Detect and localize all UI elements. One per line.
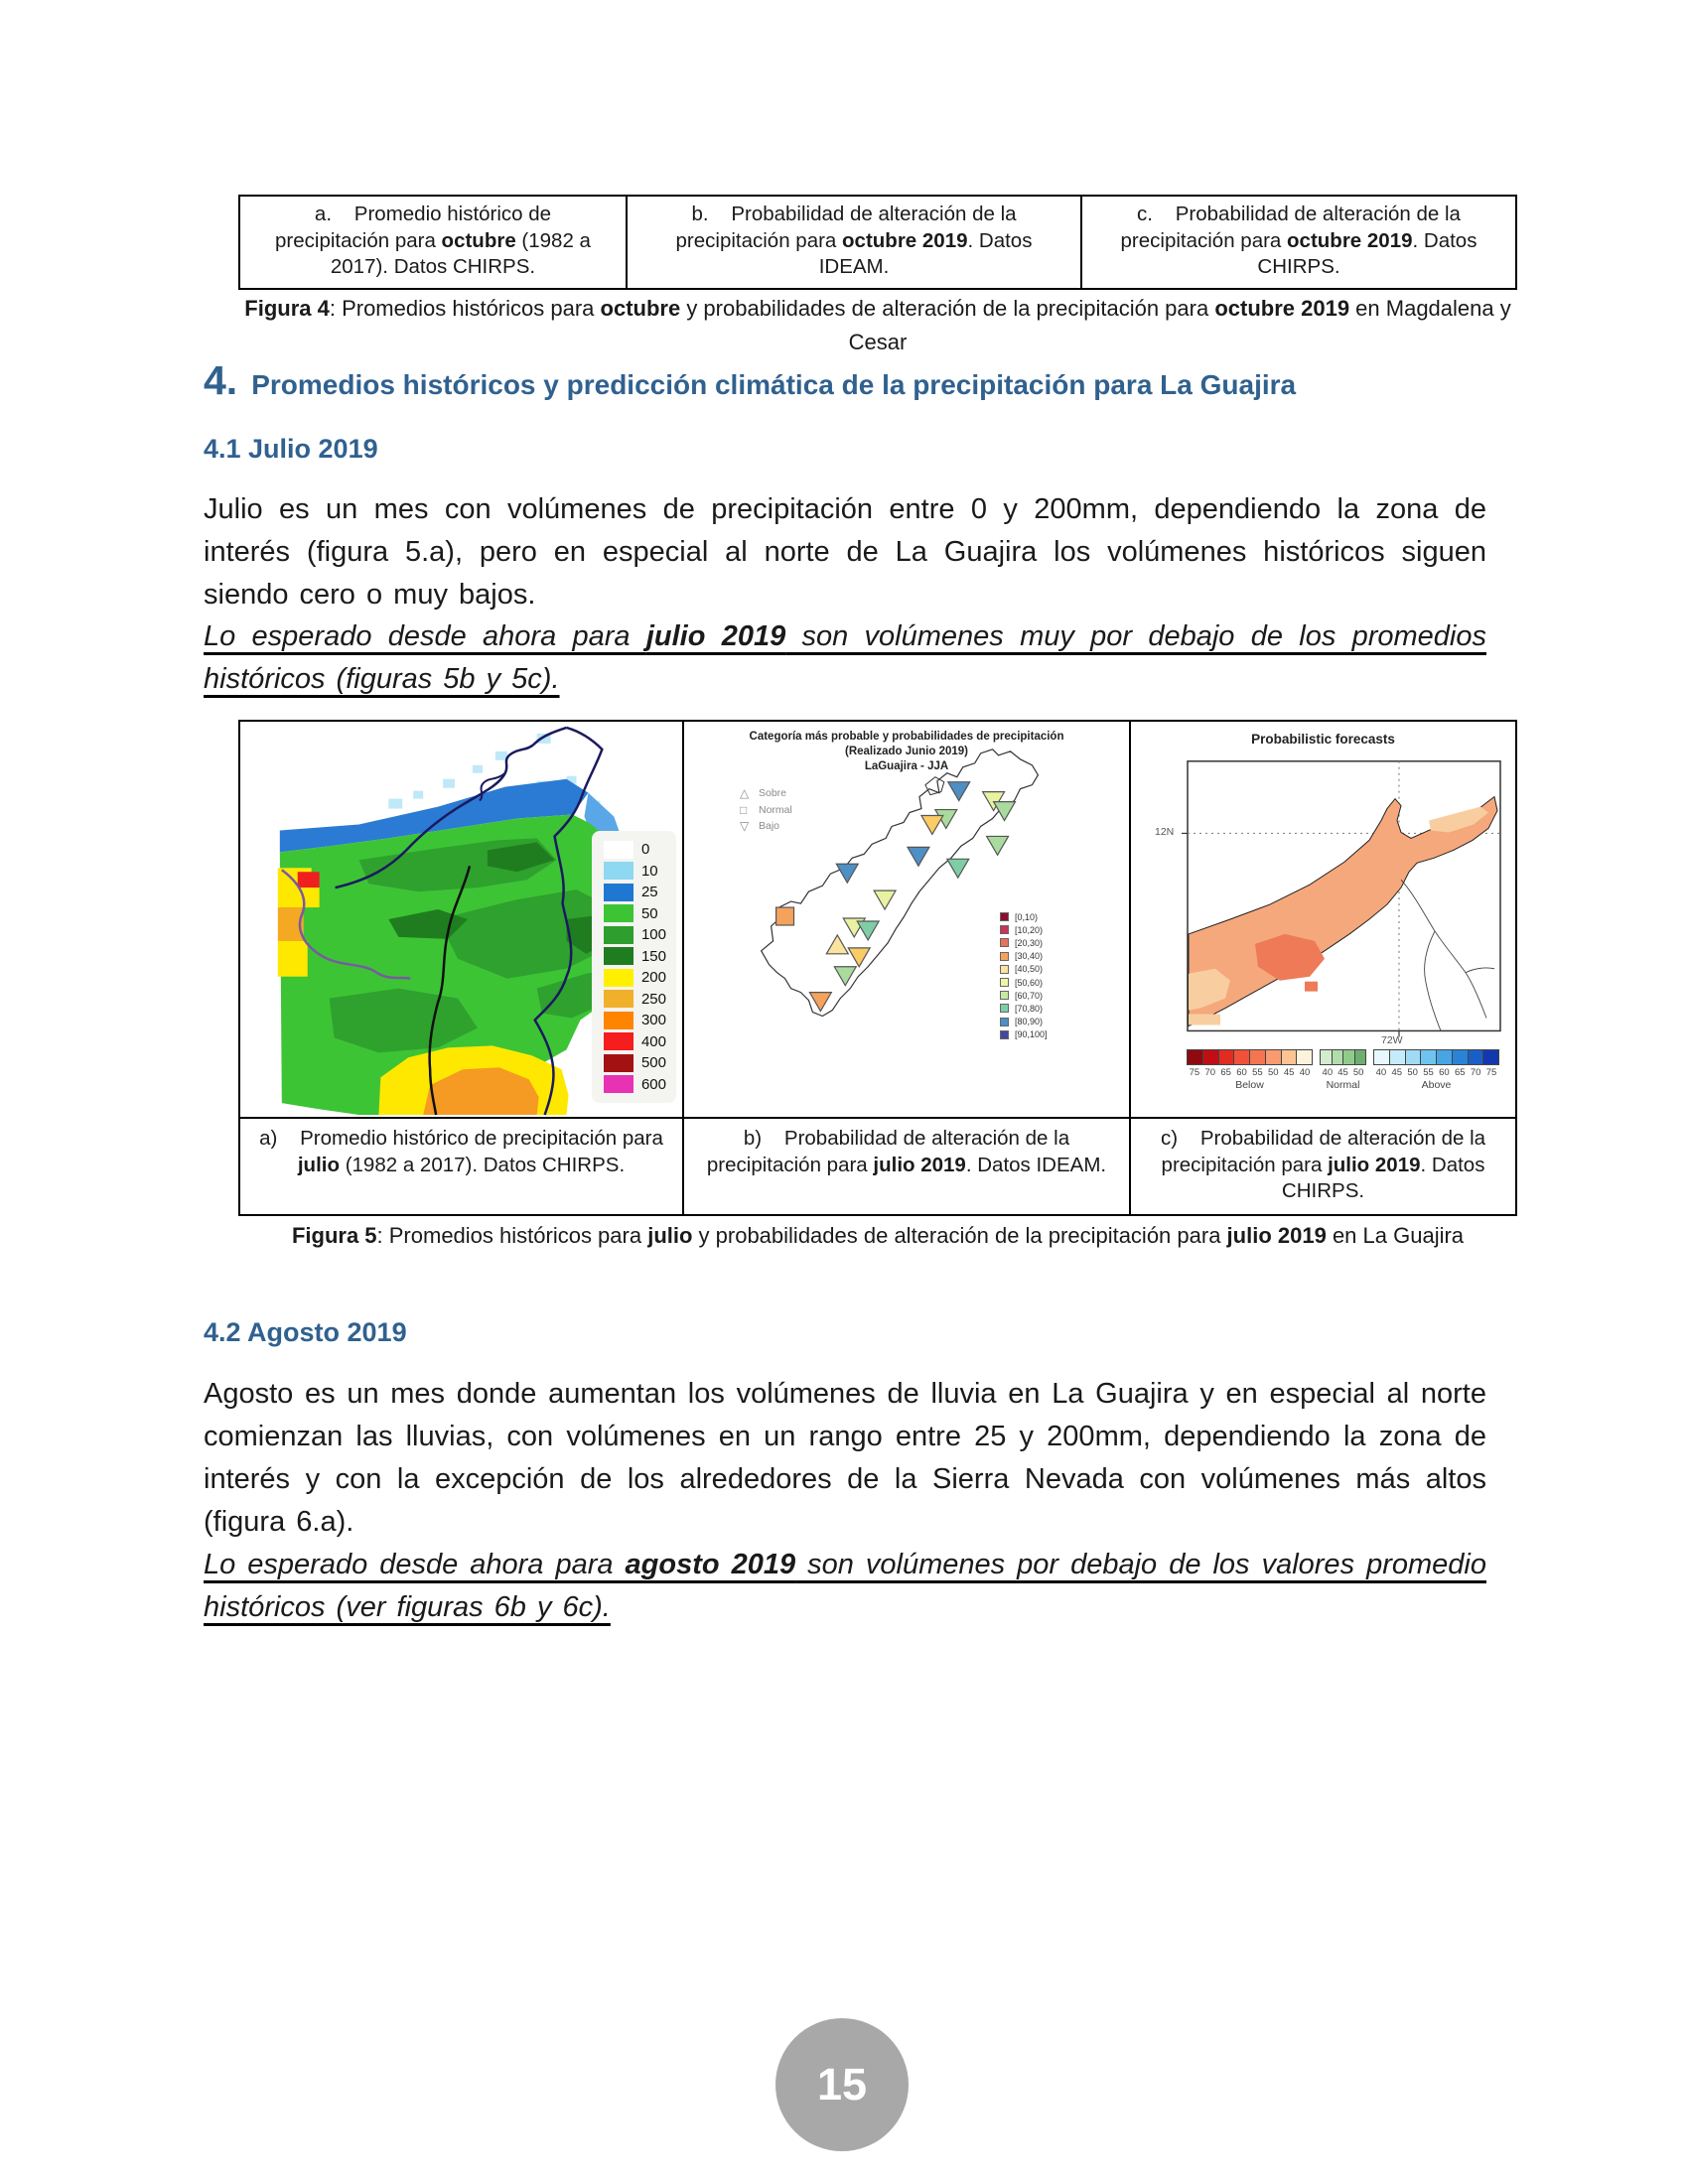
prob-legend-label: [50,60) <box>1015 977 1044 988</box>
colorbar-tick-label: 65 <box>1455 1067 1466 1078</box>
figura4-cell-b: b. Probabilidad de alteración de la precipitación para octubre 2019. Datos IDEAM. <box>628 197 1082 288</box>
legend-row <box>604 1031 666 1053</box>
cbar-above-cells <box>1373 1049 1499 1065</box>
prob-legend-row <box>1000 1028 1048 1041</box>
legend-swatch <box>604 862 633 880</box>
legend-row <box>604 924 666 946</box>
panel-b-title <box>684 730 1129 774</box>
section-4-2-heading: 4.2 Agosto 2019 <box>204 1317 407 1347</box>
normal-marker <box>776 907 794 925</box>
colorbar-tick-label: 50 <box>1268 1067 1279 1078</box>
colorbar-tick-label: 40 <box>1299 1067 1311 1078</box>
colorbar-cell <box>1265 1049 1282 1065</box>
prob-legend-label: [30,40) <box>1015 951 1044 962</box>
colorbar-cell <box>1354 1049 1367 1065</box>
colorbar-tick-label: 50 <box>1352 1067 1364 1078</box>
legend-row <box>604 882 666 903</box>
shape-icon: □ <box>740 802 748 817</box>
colorbar-cell <box>1420 1049 1437 1065</box>
cbar-below-labels <box>1187 1067 1313 1078</box>
section-4-1-heading: 4.1 Julio 2019 <box>204 434 378 464</box>
section-4-1-highlight: Lo esperado desde ahora para julio 2019 son volúmenes muy por debajo de los promedios históricos (figuras 5b y 5c). <box>204 620 1487 695</box>
cbar-above-labels <box>1373 1067 1499 1078</box>
legend-value: 400 <box>640 1032 666 1050</box>
figura4-cell-a: a. Promedio histórico de precipitación para octubre (1982 a 2017). Datos CHIRPS. <box>240 197 628 288</box>
panel-b-title-line2: (Realizado Junio 2019) <box>845 746 968 757</box>
colorbar-tick-label: 60 <box>1236 1067 1247 1078</box>
figure5-panel-b-map <box>684 722 1131 1119</box>
colorbar-cell <box>1202 1049 1219 1065</box>
page-number-badge <box>775 2018 909 2151</box>
legend-swatch <box>604 969 633 987</box>
section-4-2-paragraph: Agosto es un mes donde aumentan los volúmenes de lluvia en La Guajira y en especial al norte comienzan las lluvias, con volúmenes en un rango entre 25 y 200mm, dependiendo la zona de interés y con la excepción de los alrededores de la Sierra Nevada con volúmenes más altos (figura 6.a). <box>204 1378 1486 1538</box>
colorbar-tick-label: 70 <box>1470 1067 1481 1078</box>
legend-value: 500 <box>640 1054 666 1072</box>
legend-value: 0 <box>640 841 650 859</box>
colorbar-tick-label: 60 <box>1439 1067 1450 1078</box>
prob-legend-label: [90,100] <box>1015 1029 1048 1040</box>
shape-legend-row <box>740 818 792 835</box>
figure5-panel-a-map <box>240 722 684 1119</box>
legend-swatch <box>604 884 633 901</box>
prob-legend-label: [20,30) <box>1015 937 1044 948</box>
colorbar-cell <box>1482 1049 1499 1065</box>
legend-value: 50 <box>640 904 658 922</box>
prob-legend-swatch <box>1000 991 1009 1000</box>
section-4-heading <box>204 357 1534 404</box>
colorbar-tick-label: 75 <box>1189 1067 1200 1078</box>
legend-swatch <box>604 1012 633 1029</box>
legend-row <box>604 839 666 861</box>
prob-legend-label: [80,90) <box>1015 1017 1044 1027</box>
prob-legend-swatch <box>1000 978 1009 987</box>
page-number: 15 <box>816 2059 868 2110</box>
prob-legend-row <box>1000 1016 1048 1028</box>
figure5-caption-b: b) Probabilidad de alteración de la precipitación para julio 2019. Datos IDEAM. <box>684 1119 1131 1214</box>
panel-b-shape-legend <box>740 785 792 835</box>
legend-row <box>604 1074 666 1096</box>
colorbar-below-segment <box>1187 1049 1313 1091</box>
panel-b-title-line1: Categoría más probable y probabilidades de precipitación <box>749 731 1064 743</box>
colorbar-tick-label: 75 <box>1485 1067 1497 1078</box>
colorbar-tick-label: 55 <box>1423 1067 1434 1078</box>
legend-row <box>604 967 666 989</box>
colorbar-cell <box>1452 1049 1469 1065</box>
colorbar-normal-caption: Normal <box>1326 1079 1360 1091</box>
prob-legend-row <box>1000 923 1048 936</box>
colorbar-cell <box>1187 1049 1203 1065</box>
latitude-tick-label: 12N <box>1155 826 1175 838</box>
legend-value: 100 <box>640 926 666 944</box>
colorbar-cell <box>1233 1049 1250 1065</box>
panel-c-colorbar <box>1187 1049 1499 1091</box>
section-4-number: 4. <box>204 357 238 403</box>
prob-legend-label: [40,50) <box>1015 964 1044 975</box>
legend-row <box>604 989 666 1011</box>
panel-b-title-line3: LaGuajira - JJA <box>864 760 949 772</box>
legend-swatch <box>604 1054 633 1072</box>
legend-value: 200 <box>640 969 666 987</box>
panel-b-prob-legend <box>1000 910 1048 1041</box>
figura5-caption: Figura 5: Promedios históricos para julio y probabilidades de alteración de la precipitación para julio 2019 en La Guajira <box>291 1223 1465 1248</box>
legend-value: 300 <box>640 1012 666 1029</box>
legend-row <box>604 946 666 968</box>
colorbar-tick-label: 40 <box>1375 1067 1387 1078</box>
figure5-caption-a: a) Promedio histórico de precipitación para julio (1982 a 2017). Datos CHIRPS. <box>240 1119 684 1214</box>
section-4-title: Promedios históricos y predicción climática de la precipitación para La Guajira <box>251 369 1297 400</box>
prob-legend-label: [60,70) <box>1015 990 1044 1001</box>
prob-legend-row <box>1000 936 1048 949</box>
colorbar-below-caption: Below <box>1235 1079 1264 1091</box>
legend-swatch <box>604 841 633 859</box>
colorbar-tick-label: 70 <box>1204 1067 1216 1078</box>
shape-icon: △ <box>740 786 750 801</box>
colorbar-tick-label: 50 <box>1407 1067 1418 1078</box>
figure5-caption-c: c) Probabilidad de alteración de la precipitación para julio 2019. Datos CHIRPS. <box>1160 1127 1486 1202</box>
shape-label: Bajo <box>759 820 780 833</box>
colorbar-above-caption: Above <box>1421 1079 1452 1091</box>
legend-value: 25 <box>640 884 658 901</box>
prob-legend-row <box>1000 976 1048 989</box>
figure5-panel-c-map <box>1131 722 1515 1119</box>
legend-row <box>604 1052 666 1074</box>
colorbar-cell <box>1373 1049 1390 1065</box>
prob-legend-swatch <box>1000 938 1009 947</box>
shape-legend-row <box>740 802 792 819</box>
legend-value: 250 <box>640 990 666 1008</box>
colorbar-tick-label: 40 <box>1322 1067 1334 1078</box>
prob-legend-swatch <box>1000 925 1009 934</box>
probability-map-image <box>684 722 1129 1117</box>
colorbar-cell <box>1296 1049 1313 1065</box>
prob-legend-row <box>1000 910 1048 923</box>
colorbar-tick-label: 45 <box>1391 1067 1403 1078</box>
colorbar-cell <box>1218 1049 1235 1065</box>
colorbar-cell <box>1436 1049 1453 1065</box>
legend-swatch <box>604 904 633 922</box>
colorbar-cell <box>1405 1049 1422 1065</box>
colorbar-above-segment <box>1373 1049 1499 1091</box>
figura4-caption-table <box>238 195 1517 290</box>
legend-value: 600 <box>640 1075 666 1093</box>
cbar-normal-cells <box>1320 1049 1366 1065</box>
legend-value: 150 <box>640 947 666 965</box>
colorbar-cell <box>1389 1049 1406 1065</box>
colorbar-tick-label: 55 <box>1252 1067 1263 1078</box>
prob-legend-swatch <box>1000 1030 1009 1039</box>
figura4-cell-c: c. Probabilidad de alteración de la precipitación para octubre 2019. Datos CHIRPS. <box>1120 203 1477 278</box>
prob-legend-row <box>1000 1002 1048 1015</box>
prob-legend-swatch <box>1000 965 1009 974</box>
legend-row <box>604 1010 666 1031</box>
figura4-caption: Figura 4: Promedios históricos para octubre y probabilidades de alteración de la precipitación para octubre 2019 en Magdalena y Cesar <box>244 296 1511 354</box>
figure5-table <box>238 720 1517 1216</box>
legend-row <box>604 861 666 883</box>
prob-legend-swatch <box>1000 1004 1009 1013</box>
legend-value: 10 <box>640 862 658 880</box>
legend-swatch <box>604 1032 633 1050</box>
shape-label: Normal <box>759 803 792 816</box>
panel-a-legend-rows <box>604 839 666 1095</box>
panel-a-legend <box>592 831 676 1103</box>
colorbar-cell <box>1281 1049 1298 1065</box>
colorbar-tick-label: 45 <box>1337 1067 1348 1078</box>
shape-label: Sobre <box>759 787 787 800</box>
shape-icon: ▽ <box>740 819 750 834</box>
prob-legend-label: [70,80) <box>1015 1003 1044 1014</box>
legend-swatch <box>604 1075 633 1093</box>
prob-legend-row <box>1000 950 1048 963</box>
colorbar-tick-label: 65 <box>1220 1067 1231 1078</box>
panel-c-title: Probabilistic forecasts <box>1251 732 1395 747</box>
section-4-2-highlight: Lo esperado desde ahora para agosto 2019 son volúmenes por debajo de los valores promedio históricos (ver figuras 6b y 6c). <box>204 1549 1486 1623</box>
cbar-normal-labels <box>1320 1067 1366 1078</box>
shape-legend-row <box>740 785 792 802</box>
colorbar-cell <box>1249 1049 1266 1065</box>
legend-swatch <box>604 947 633 965</box>
prob-legend-swatch <box>1000 1018 1009 1026</box>
prob-legend-swatch <box>1000 952 1009 961</box>
legend-row <box>604 903 666 925</box>
prob-legend-swatch <box>1000 912 1009 921</box>
colorbar-tick-label: 45 <box>1283 1067 1295 1078</box>
legend-swatch <box>604 926 633 944</box>
colorbar-cell <box>1468 1049 1484 1065</box>
colorbar-normal-segment <box>1320 1049 1366 1091</box>
prob-legend-label: [10,20) <box>1015 924 1044 935</box>
section-4-1-paragraph: Julio es un mes con volúmenes de precipitación entre 0 y 200mm, dependiendo la zona de interés (figura 5.a), pero en especial al norte de La Guajira los volúmenes históricos siguen siendo cero o muy bajos. <box>204 493 1486 611</box>
cbar-below-cells <box>1187 1049 1313 1065</box>
prob-legend-row <box>1000 989 1048 1002</box>
prob-legend-label: [0,10) <box>1015 911 1039 922</box>
legend-swatch <box>604 990 633 1008</box>
longitude-tick-label: 72W <box>1381 1034 1403 1046</box>
prob-legend-row <box>1000 963 1048 976</box>
